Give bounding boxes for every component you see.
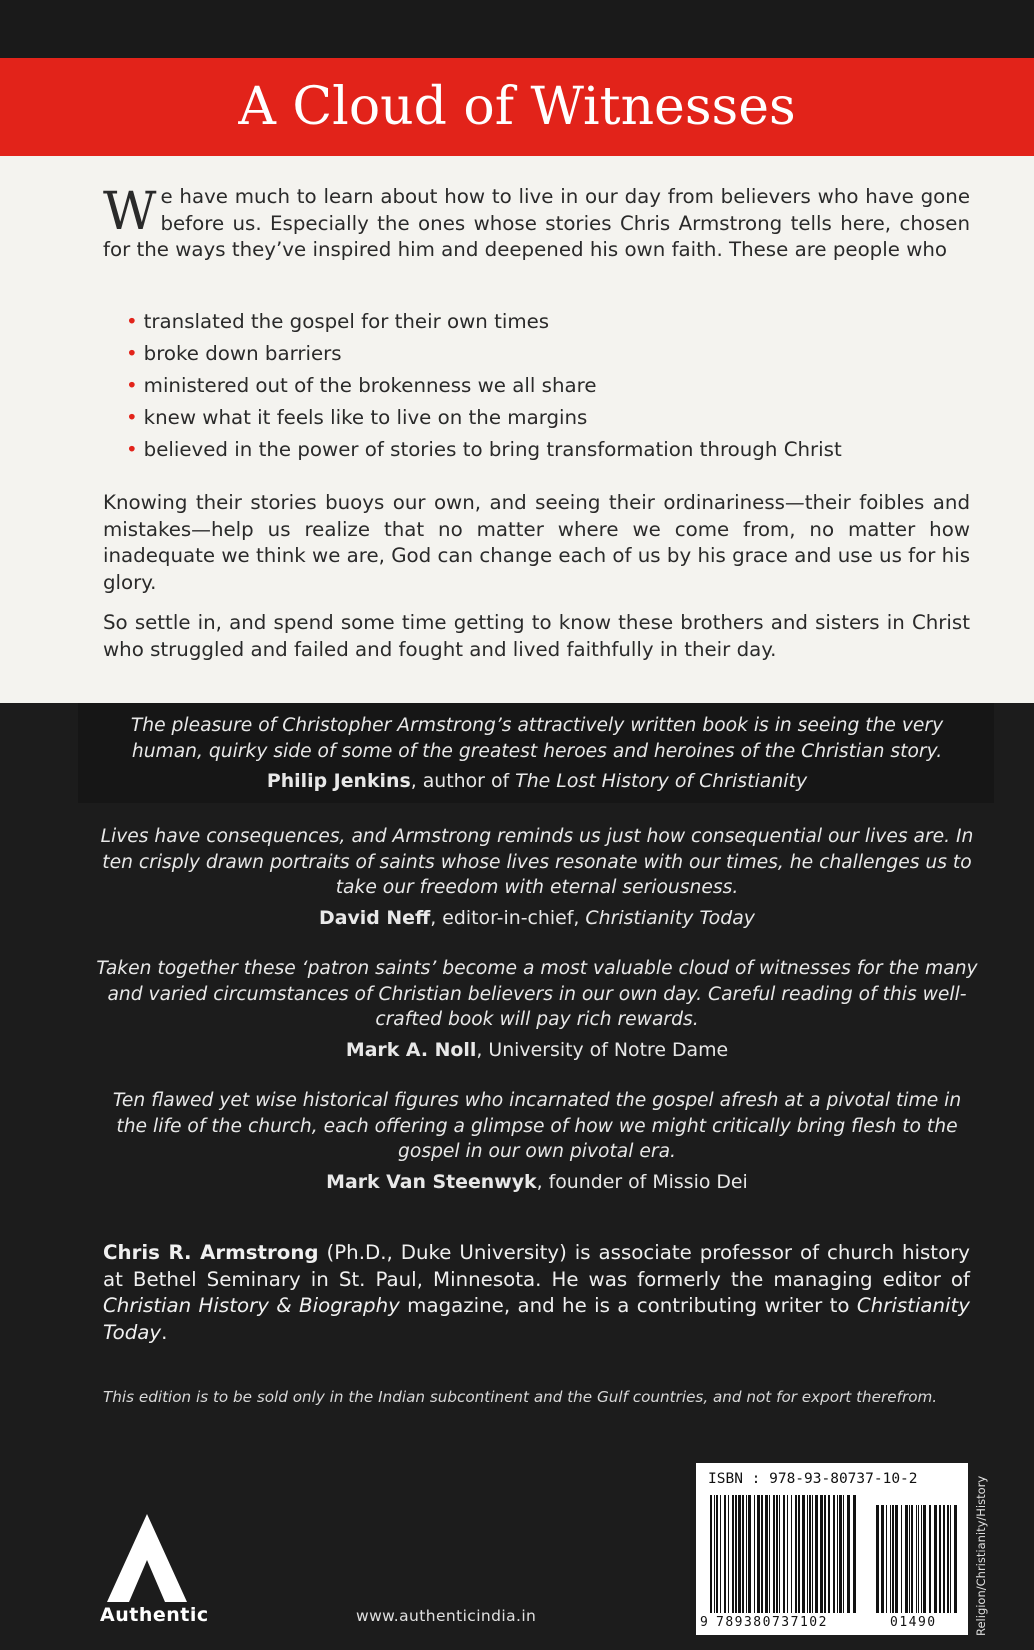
bullet-dot-icon: • xyxy=(126,406,138,429)
blurb-paragraph-3: So settle in, and spend some time getting to know these brothers and sisters in Christ who struggled and failed and fought and lived faithfully in their day. xyxy=(103,611,970,661)
category-label: Religion/Christianity/History xyxy=(974,1475,988,1636)
drop-cap: W xyxy=(103,182,157,242)
endorsement-quote: The pleasure of Christopher Armstrong’s attractively written book is in seeing the very human, quirky side of some of the greatest heroes and heroines of the Christian story. xyxy=(130,715,944,762)
title-banner xyxy=(0,58,1034,156)
endorsement-3 xyxy=(95,956,979,1064)
endorser-name: David Neff xyxy=(319,906,431,929)
list-item: • ministered out of the brokenness we all share xyxy=(126,374,597,397)
endorser-name: Philip Jenkins xyxy=(266,770,411,792)
sales-notice: This edition is to be sold only in the Indian subcontinent and the Gulf countries, and not for export therefrom. xyxy=(103,1388,938,1406)
bullet-dot-icon: • xyxy=(126,374,138,397)
bullet-dot-icon: • xyxy=(126,310,138,333)
endorsement-4 xyxy=(95,1088,979,1196)
top-dark-strip xyxy=(0,0,1034,58)
blurb-intro xyxy=(103,184,970,264)
barcode-main-digits: 789380737102 xyxy=(716,1615,828,1630)
barcode-lead-digit: 9 xyxy=(700,1615,710,1630)
bullet-list xyxy=(126,306,842,466)
book-title: A Cloud of Witnesses xyxy=(238,77,796,137)
endorsement-quote: Ten flawed yet wise historical figures who incarnated the gospel afresh at a pivotal time in the life of the church, each offering a glimpse of how we might critically bring flesh to the gospel in our own pivotal era. xyxy=(112,1090,962,1162)
barcode-addon-bars xyxy=(876,1505,957,1613)
endorser-name: Mark Van Steenwyk xyxy=(326,1170,537,1193)
endorser-name: Mark A. Noll xyxy=(345,1038,477,1061)
list-item: • broke down barriers xyxy=(126,342,342,365)
barcode-bars xyxy=(696,1463,968,1635)
blurb-paragraph-2: Knowing their stories buoys our own, and seeing their ordinariness—their foibles and mistakes—help us realize that no matter where we come from, no matter how inadequate we think we are, God can change each of us by his grace and use us for his glory. xyxy=(103,491,970,594)
author-name: Chris R. Armstrong xyxy=(103,1241,319,1264)
barcode-main-bars xyxy=(710,1495,856,1613)
publisher-website: www.authenticindia.in xyxy=(356,1607,537,1625)
author-bio: Chris R. Armstrong (Ph.D., Duke University) is associate professor of church history at Bethel Seminary in St. Paul, Minnesota. He was formerly the managing editor of Christian History & Biography magazine, and he is a contributing writer to Christianity Today. xyxy=(103,1241,971,1344)
endorsement-2 xyxy=(95,824,979,932)
endorsement-attribution: Mark Van Steenwyk, founder of Missio Dei xyxy=(326,1170,748,1193)
endorsement-quote: Lives have consequences, and Armstrong reminds us just how consequential our lives are. In ten crisply drawn portraits of saints whose lives resonate with our times, he challenges us to take our freedom with eternal seriousness. xyxy=(100,826,974,898)
endorsement-attribution: David Neff, editor-in-chief, Christianity Today xyxy=(319,906,755,929)
endorsement-1 xyxy=(95,713,979,795)
endorsement-attribution: Philip Jenkins, author of The Lost History of Christianity xyxy=(266,770,808,792)
isbn-barcode xyxy=(696,1463,968,1635)
endorser-work: The Lost History of Christianity xyxy=(515,770,808,792)
endorsement-quote: Taken together these ‘patron saints’ become a most valuable cloud of witnesses for the many and varied circumstances of Christian believers in our own day. Careful reading of this well-crafted book will pay rich rewards. xyxy=(96,958,978,1030)
list-item: • translated the gospel for their own times xyxy=(126,310,550,333)
list-item: • knew what it feels like to live on the margins xyxy=(126,406,588,429)
publisher-name: Authentic xyxy=(100,1604,209,1626)
isbn-label: ISBN : 978-93-80737-10-2 xyxy=(708,1471,918,1487)
list-item: • believed in the power of stories to bring transformation through Christ xyxy=(126,438,842,461)
barcode-addon-digits: 01490 xyxy=(890,1615,937,1630)
bullet-dot-icon: • xyxy=(126,438,138,461)
endorser-work: Christianity Today xyxy=(585,906,755,929)
blurb-intro-text: e have much to learn about how to live in our day from believers who have gone before us. Especially the ones whose stories Chris Armstrong tells here, chosen for the ways they’ve inspired him and deepened his own faith. These are people who xyxy=(103,185,970,261)
bullet-dot-icon: • xyxy=(126,342,138,365)
endorsement-attribution: Mark A. Noll, University of Notre Dame xyxy=(345,1038,729,1061)
